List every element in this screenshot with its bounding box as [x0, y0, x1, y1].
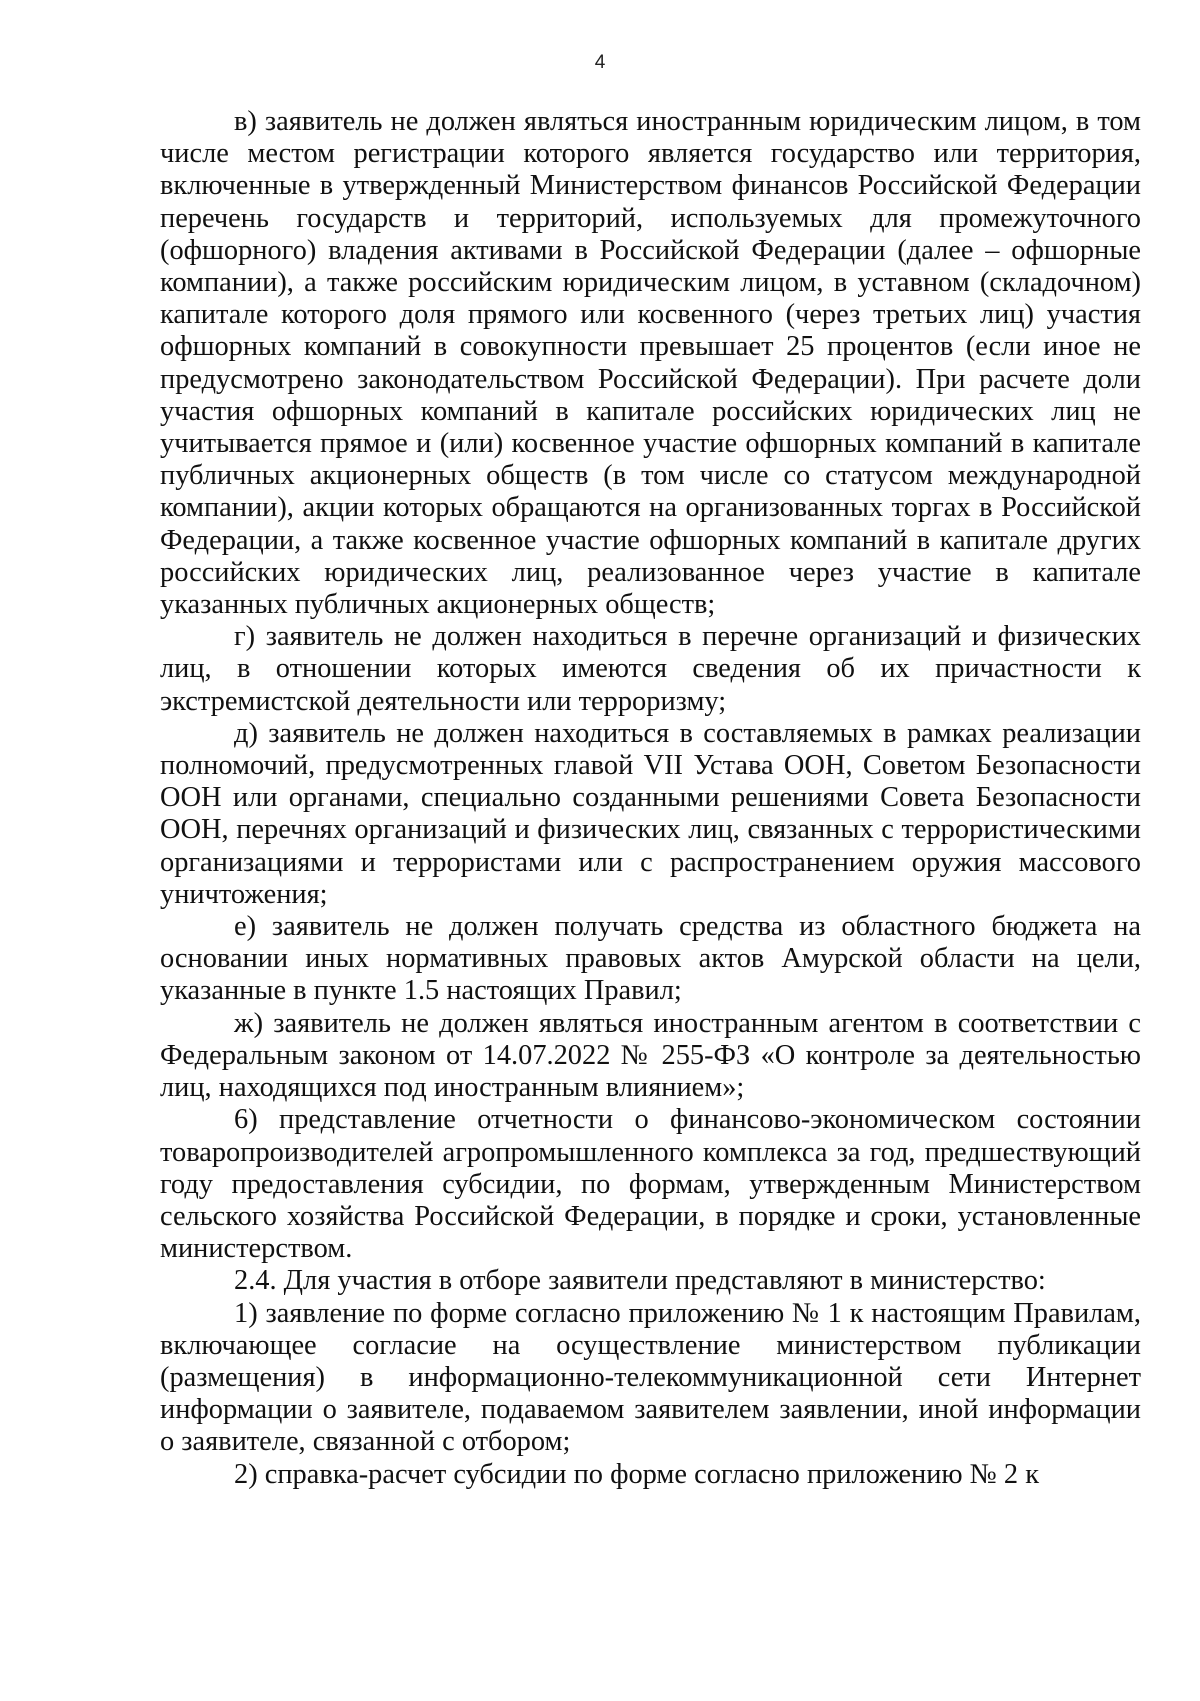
paragraph-1-application-form: 1) заявление по форме согласно приложению № 1 к настоящим Правилам, включающее согласие на осуществление министерством публикации (размещения) в информационно-телекоммуникационной сети Интернет информации о заявителе, подаваемом заявителем заявлении, иной информации о заявителе, связанной с отбором;: [160, 1297, 1141, 1458]
paragraph-v-offshore-requirement: в) заявитель не должен являться иностранным юридическим лицом, в том числе местом регистрации которого является государство или территория, включенные в утвержденный Министерством финансов Российской Федерации перечень государств и территорий, используемых для промежуточного (офшорного) владения активами в Российской Федерации (далее – офшорные компании), а также российским юридическим лицом, в уставном (складочном) капитале которого доля прямого или косвенного (через третьих лиц) участия офшорных компаний в совокупности превышает 25 процентов (если иное не предусмотрено законодательством Российской Федерации). При расчете доли участия офшорных компаний в капитале российских юридических лиц не учитывается прямое и (или) косвенное участие офшорных компаний в капитале публичных акционерных обществ (в том числе со статусом международной компании), акции которых обращаются на организованных торгах в Российской Федерации, а также косвенное участие офшорных компаний в капитале других российских юридических лиц, реализованное через участие в капитале указанных публичных акционерных обществ;: [160, 106, 1141, 621]
paragraph-d-un-sanctions-list: д) заявитель не должен находиться в составляемых в рамках реализации полномочий, предусмотренных главой VII Устава ООН, Советом Безопасности ООН или органами, специально созданными решениями Совета Безопасности ООН, перечнях организаций и физических лиц, связанных с террористическими организациями и террористами или с распространением оружия массового уничтожения;: [160, 717, 1141, 910]
paragraph-2-subsidy-calculation: 2) справка-расчет субсидии по форме согласно приложению № 2 к: [234, 1458, 1040, 1490]
paragraph-g-extremism-list: г) заявитель не должен находиться в перечне организаций и физических лиц, в отношении которых имеются сведения об их причастности к экстремистской деятельности или терроризму;: [160, 621, 1141, 717]
paragraph-e-regional-budget-funds: е) заявитель не должен получать средства из областного бюджета на основании иных нормативных правовых актов Амурской области на цели, указанные в пункте 1.5 настоящих Правил;: [160, 911, 1141, 1007]
document-body: [160, 106, 1141, 1491]
page-number: 4: [594, 52, 606, 73]
paragraph-6-financial-reporting: 6) представление отчетности о финансово-экономическом состоянии товаропроизводителей агропромышленного комплекса за год, предшествующий году предоставления субсидии, по формам, утвержденным Министерством сельского хозяйства Российской Федерации, в порядке и сроки, установленные министерством.: [160, 1104, 1141, 1265]
paragraph-2-4-selection-documents: 2.4. Для участия в отборе заявители представляют в министерство:: [234, 1265, 1046, 1297]
paragraph-zh-foreign-agent: ж) заявитель не должен являться иностранным агентом в соответствии с Федеральным законом от 14.07.2022 № 255-ФЗ «О контроле за деятельностью лиц, находящихся под иностранным влиянием»;: [160, 1007, 1141, 1104]
